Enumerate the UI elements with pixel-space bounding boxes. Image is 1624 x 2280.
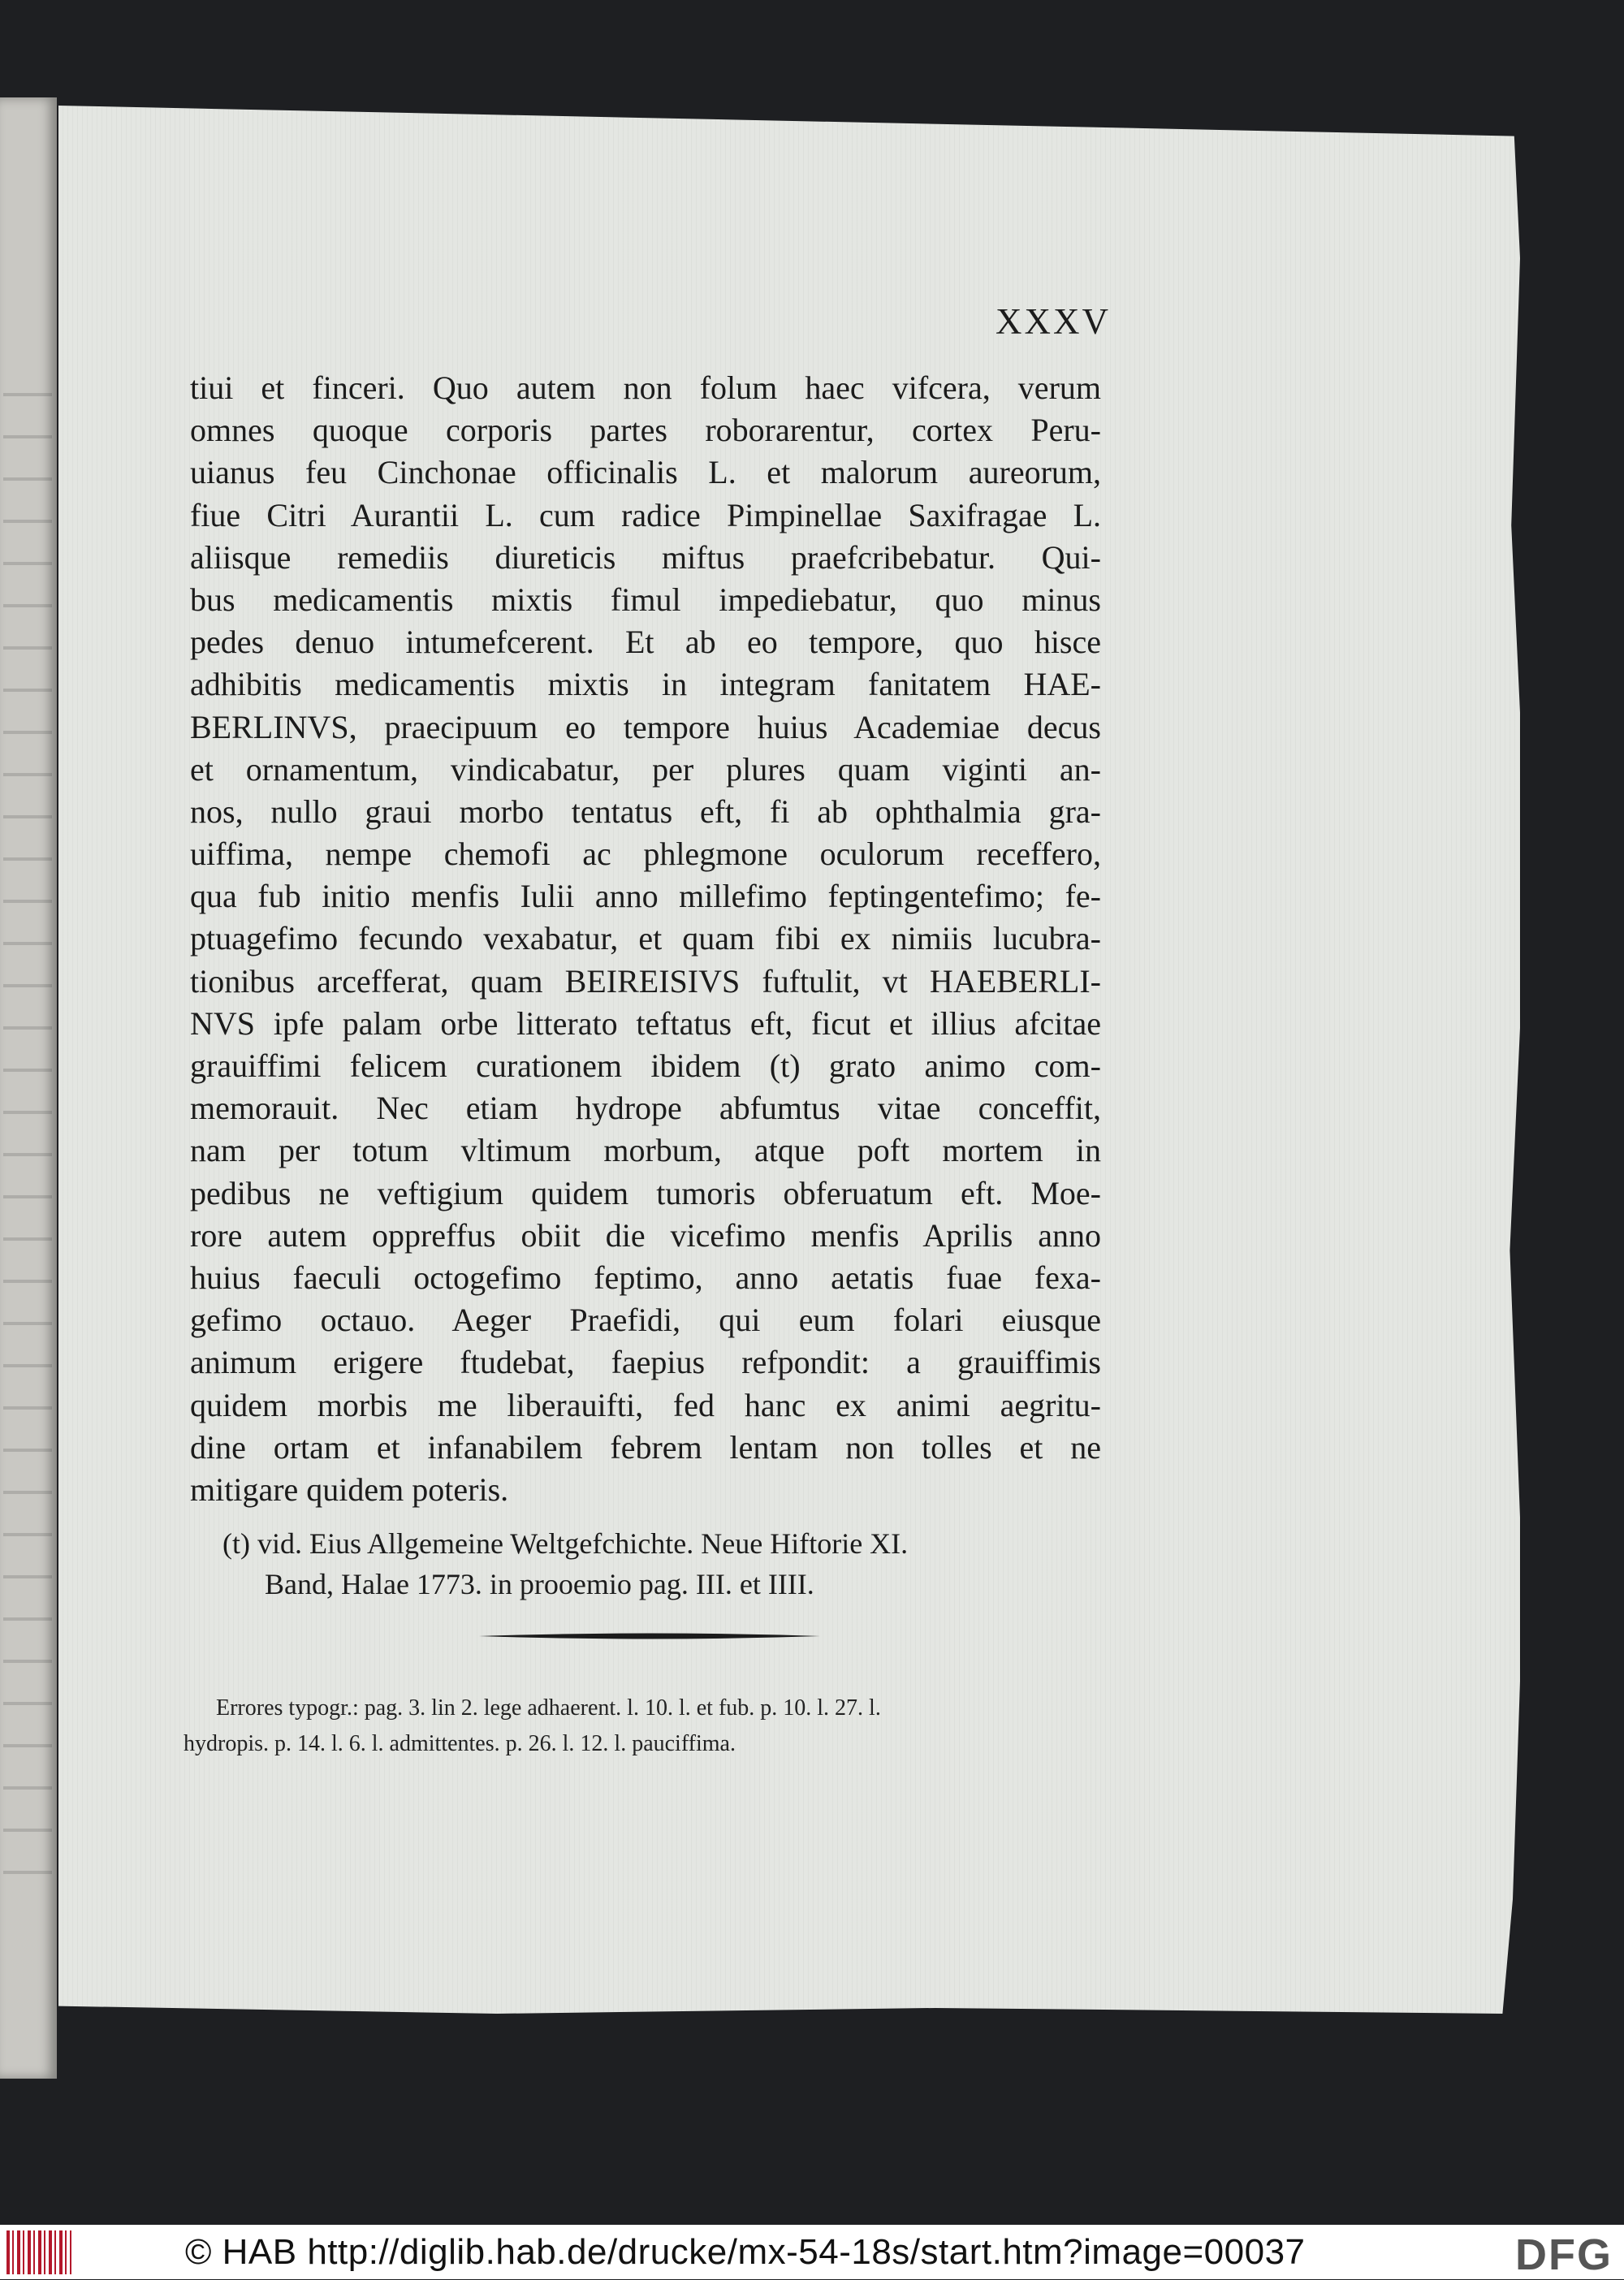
footnote-line: Band, Halae 1773. in prooemio pag. III. et IIII. — [265, 1568, 814, 1600]
errata-line: Errores typogr.: pag. 3. lin 2. lege adhaerent. l. 10. l. et fub. p. 10. l. 27. l. — [216, 1695, 881, 1721]
text-line: quidem morbis me liberauifti, fed hanc ex animi aegritu- — [190, 1386, 1101, 1423]
text-line: BERLINVS, praecipuum eo tempore huius Academiae decus — [190, 708, 1101, 745]
footnote — [222, 1523, 1101, 1604]
text-line: et ornamentum, vindicabatur, per plures quam viginti an- — [190, 750, 1101, 788]
hab-barcode-logo — [6, 2230, 71, 2274]
text-line: pedibus ne veftigium quidem tumoris obferuatum eft. Moe- — [190, 1174, 1101, 1211]
text-line: animum erigere ftudebat, faepius refpondit: a grauiffimis — [190, 1344, 1101, 1381]
errata-note — [184, 1691, 1125, 1762]
text-line: dine ortam et infanabilem febrem lentam non tolles et ne — [190, 1428, 1101, 1466]
text-line: adhibitis medicamentis mixtis in integram fanitatem HAE- — [190, 666, 1101, 703]
text-line: bus medicamentis mixtis fimul impediebatur, quo minus — [190, 581, 1101, 618]
text-line: tiui et finceri. Quo autem non folum haec vifcera, verum — [190, 369, 1101, 406]
footnote-line: (t) vid. Eius Allgemeine Weltgefchichte. Neue Hiftorie XI. — [222, 1527, 909, 1560]
text-line: rore autem oppreffus obiit die vicefimo menfis Aprilis anno — [190, 1216, 1101, 1254]
citation-link[interactable]: © HAB http://diglib.hab.de/drucke/mx-54-18s/start.htm?image=00037 — [185, 2231, 1306, 2272]
text-line: ptuagefimo fecundo vexabatur, et quam fibi ex nimiis lucubra- — [190, 920, 1101, 957]
text-line: qua fub initio menfis Iulii anno millefimo feptingentefimo; fe- — [190, 878, 1101, 915]
text-line: omnes quoque corporis partes roborarentur, cortex Peru- — [190, 412, 1101, 449]
text-line: aliisque remediis diureticis miftus praefcribebatur. Qui- — [190, 538, 1101, 576]
text-line: NVS ipfe palam orbe litterato teftatus eft, ficut et illius afcitae — [190, 1004, 1101, 1042]
text-line: memorauit. Nec etiam hydrope abfumtus vitae conceffit, — [190, 1090, 1101, 1127]
adjacent-page-text — [3, 365, 52, 1908]
page-number: XXXV — [996, 301, 1111, 342]
adjacent-page-edge — [0, 97, 57, 2079]
errata-line: hydropis. p. 14. l. 6. l. admittentes. p. 26. l. 12. l. pauciffima. — [184, 1731, 736, 1756]
dfg-logo: DFG — [1515, 2230, 1613, 2279]
text-line: uiffima, nempe chemofi ac phlegmone oculorum receffero, — [190, 836, 1101, 873]
citation-footer — [0, 2225, 1624, 2279]
text-line: mitigare quidem poteris. — [190, 1470, 509, 1508]
text-line: fiue Citri Aurantii L. cum radice Pimpinellae Saxifragae L. — [190, 496, 1101, 533]
text-line: pedes denuo intumefcerent. Et ab eo tempore, quo hisce — [190, 624, 1101, 661]
text-line: tionibus arcefferat, quam BEIREISIVS fuftulit, vt HAEBERLI- — [190, 962, 1101, 1000]
text-line: huius faeculi octogefimo feptimo, anno aetatis fuae fexa- — [190, 1259, 1101, 1296]
text-line: nos, nullo graui morbo tentatus eft, fi ab ophthalmia gra- — [190, 792, 1101, 830]
section-divider — [479, 1632, 820, 1640]
text-line: grauiffimi felicem curationem ibidem (t) grato animo com- — [190, 1047, 1101, 1084]
text-line: uianus feu Cinchonae officinalis L. et malorum aureorum, — [190, 454, 1101, 491]
body-text — [190, 367, 1101, 1511]
text-line: gefimo octauo. Aeger Praefidi, qui eum folari eiusque — [190, 1302, 1101, 1339]
text-line: nam per totum vltimum morbum, atque poft mortem in — [190, 1132, 1101, 1169]
